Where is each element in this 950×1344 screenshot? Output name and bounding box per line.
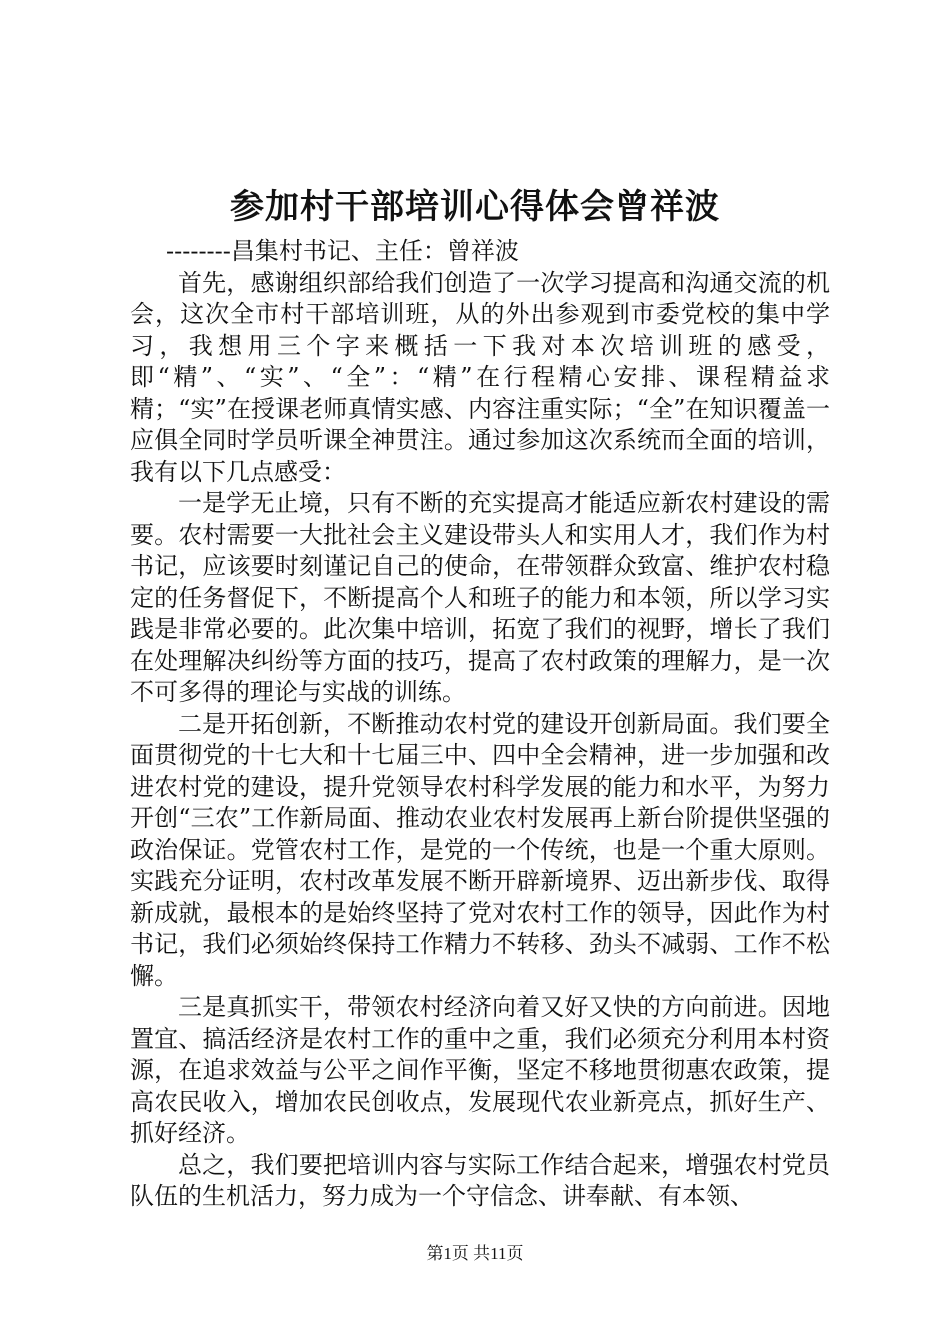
author-byline: --------昌集村书记、主任：曾祥波 xyxy=(166,237,519,265)
paragraph-point-one: 一是学无止境，只有不断的充实提高才能适应新农村建设的需要。农村需要一大批社会主义建设带头人和实用人才，我们作为村书记，应该要时刻谨记自己的使命，在带领群众致富、维护农村稳定的任务督促下，不断提高个人和班子的能力和本领，所以学习实践是非常必要的。此次集中培训，拓宽了我们的视野，增长了我们在处理解决纠纷等方面的技巧，提高了农村政策的理解力，是一次不可多得的理论与实战的训练。 xyxy=(130,489,830,706)
paragraph-point-three: 三是真抓实干，带领农村经济向着又好又快的方向前进。因地置宜、搞活经济是农村工作的重中之重，我们必须充分利用本村资源，在追求效益与公平之间作平衡，坚定不移地贯彻惠农政策，提高农民收入，增加农民创收点，发展现代农业新亮点，抓好生产、抓好经济。 xyxy=(130,993,830,1147)
paragraph-point-two: 二是开拓创新，不断推动农村党的建设开创新局面。我们要全面贯彻党的十七大和十七届三中、四中全会精神，进一步加强和改进农村党的建设，提升党领导农村科学发展的能力和水平，为努力开创“三农”工作新局面、推动农业农村发展再上新台阶提供坚强的政治保证。党管农村工作，是党的一个传统，也是一个重大原则。实践充分证明，农村改革发展不断开辟新境界、迈出新步伐、取得新成就，最根本的是始终坚持了党对农村工作的领导，因此作为村书记，我们必须始终保持工作精力不转移、劲头不减弱、工作不松懈。 xyxy=(130,709,830,990)
page-footer: 第1页 共11页 xyxy=(426,1244,524,1263)
paragraph-summary: 总之，我们要把培训内容与实际工作结合起来，增强农村党员队伍的生机活力，努力成为一个守信念、讲奉献、有本领、 xyxy=(130,1150,830,1210)
paragraph-intro: 首先，感谢组织部给我们创造了一次学习提高和沟通交流的机会，这次全市村干部培训班，从的外出参观到市委党校的集中学习，我想用三个字来概括一下我对本次培训班的感受，即“精”、“实”、“全”：“精”在行程精心安排、课程精益求精；“实”在授课老师真情实感、内容注重实际；“全”在知识覆盖一应俱全同时学员听课全神贯注。通过参加这次系统而全面的培训，我有以下几点感受： xyxy=(130,268,830,486)
document-body xyxy=(130,236,830,1213)
document-title: 参加村干部培训心得体会曾祥波 xyxy=(230,187,720,227)
